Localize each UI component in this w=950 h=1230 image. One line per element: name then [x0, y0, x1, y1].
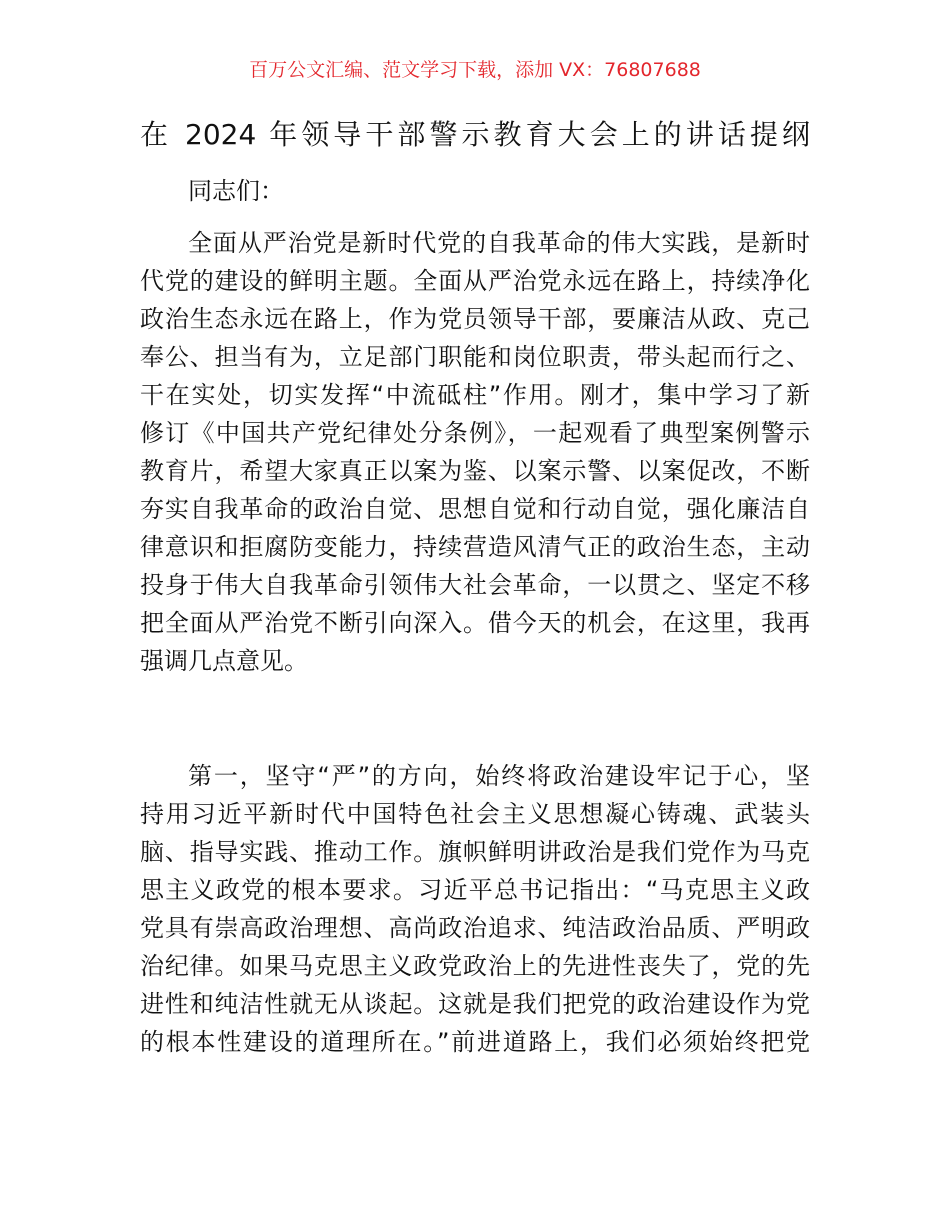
text-line: 把全面从严治党不断引向深入。借今天的机会，在这里，我再 [140, 609, 810, 637]
document-title: 在 2024 年领导干部警示教育大会上的讲话提纲 [140, 118, 810, 151]
text-line: 修订《中国共产党纪律处分条例》，一起观看了典型案例警示 [140, 419, 810, 447]
text-line: 持用习近平新时代中国特色社会主义思想凝心铸魂、武装头 [140, 800, 810, 828]
text-line: 全面从严治党是新时代党的自我革命的伟大实践，是新时 [188, 229, 810, 257]
text-line: 第一，坚守“严”的方向，始终将政治建设牢记于心，坚 [188, 762, 810, 790]
text-line: 干在实处，切实发挥“中流砥柱”作用。刚才，集中学习了新 [140, 381, 810, 409]
watermark-header: 百万公文汇编、范文学习下载，添加 VX：76807688 [249, 59, 701, 81]
text-line: 夯实自我革命的政治自觉、思想自觉和行动自觉，强化廉洁自 [140, 495, 810, 523]
text-line: 的根本性建设的道理所在。”前进道路上，我们必须始终把党 [140, 1028, 810, 1056]
salutation: 同志们： [188, 177, 284, 205]
text-line: 进性和纯洁性就无从谈起。这就是我们把党的政治建设作为党 [140, 990, 810, 1018]
text-line: 律意识和拒腐防变能力，持续营造风清气正的政治生态，主动 [140, 533, 810, 561]
text-line: 思主义政党的根本要求。习近平总书记指出：“马克思主义政 [140, 876, 810, 904]
text-line: 投身于伟大自我革命引领伟大社会革命，一以贯之、坚定不移 [140, 571, 810, 599]
text-line: 代党的建设的鲜明主题。全面从严治党永远在路上，持续净化 [140, 267, 810, 295]
text-line: 脑、指导实践、推动工作。旗帜鲜明讲政治是我们党作为马克 [140, 838, 810, 866]
paragraph-2 [140, 757, 810, 1061]
text-line: 奉公、担当有为，立足部门职能和岗位职责，带头起而行之、 [140, 343, 810, 371]
text-line: 政治生态永远在路上，作为党员领导干部，要廉洁从政、克己 [140, 305, 810, 333]
text-line: 治纪律。如果马克思主义政党政治上的先进性丧失了，党的先 [140, 952, 810, 980]
text-line: 强调几点意见。 [140, 647, 308, 675]
paragraph-1 [140, 224, 810, 680]
text-line: 教育片，希望大家真正以案为鉴、以案示警、以案促改，不断 [140, 457, 810, 485]
text-line: 党具有崇高政治理想、高尚政治追求、纯洁政治品质、严明政 [140, 914, 810, 942]
